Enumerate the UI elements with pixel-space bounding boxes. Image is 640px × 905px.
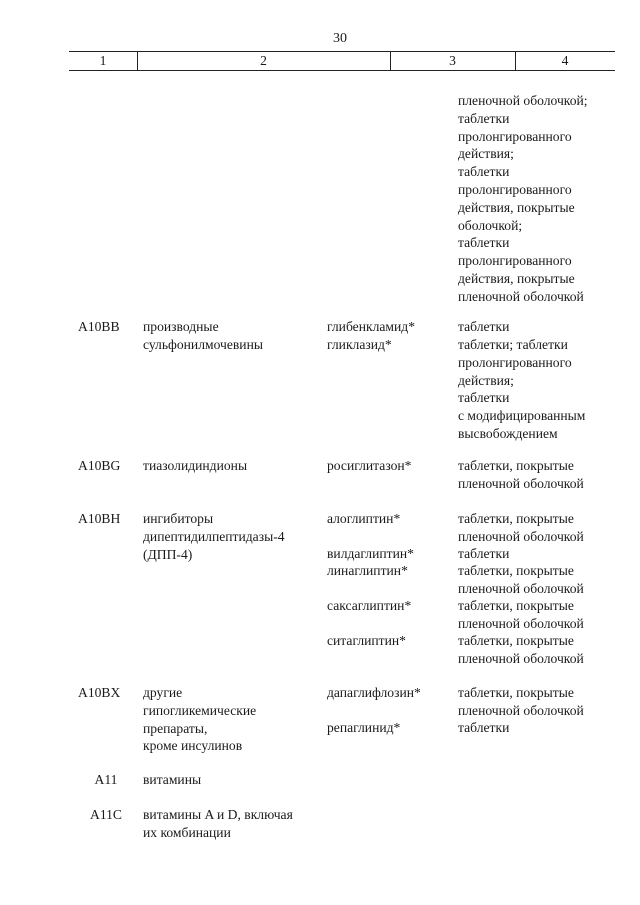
header-col-4: 4 <box>561 53 569 68</box>
drug-name: глибенкламид* <box>327 319 416 334</box>
drug-name: дапаглифлозин* <box>327 685 421 700</box>
header-col-3: 3 <box>390 52 516 70</box>
drug-name: вилдаглиптин* <box>327 546 414 561</box>
dosage-form: таблетки; таблетки пролонгированного действия; таблетки с модифицированным высвобождением <box>458 337 586 441</box>
dosage-form: таблетки, покрытые пленочной оболочкой <box>458 598 584 631</box>
drug-name: саксаглиптин* <box>327 598 412 613</box>
dosage-form: таблетки, покрытые пленочной оболочкой <box>458 633 584 666</box>
atc-group-name: тиазолидиндионы <box>143 458 248 473</box>
page-number: 30 <box>333 31 347 46</box>
dosage-form: таблетки <box>458 720 510 735</box>
dosage-form: таблетки <box>458 319 510 334</box>
atc-group-name: производные сульфонилмочевины <box>143 319 263 352</box>
atc-code: A11 <box>94 772 118 787</box>
header-col-1: 1 <box>69 52 138 70</box>
atc-group-name: другие гипогликемические препараты, кроме инсулинов <box>143 685 257 754</box>
atc-code: A10BB <box>78 319 120 334</box>
table-header <box>69 51 615 71</box>
atc-group-name: ингибиторы дипептидилпептидазы-4 (ДПП-4) <box>143 511 285 562</box>
drug-name: росиглитазон* <box>327 458 412 473</box>
dosage-form: таблетки, покрытые пленочной оболочкой <box>458 685 584 718</box>
atc-group-name: витамины <box>143 772 202 787</box>
drug-name: гликлазид* <box>327 337 392 352</box>
atc-group-name: витамины A и D, включая их комбинации <box>143 807 293 840</box>
header-col-2: 2 <box>137 52 391 70</box>
drug-name: ситаглиптин* <box>327 633 406 648</box>
dosage-form: таблетки <box>458 546 510 561</box>
atc-code: A10BG <box>78 458 121 473</box>
drug-name: репаглинид* <box>327 720 401 735</box>
continuation-dosage-form: пленочной оболочкой; таблетки пролонгированного действия; таблетки пролонгированного действия, покрытые оболочкой; таблетки пролонгированного действия, покрытые пленочной оболочкой <box>458 93 588 304</box>
drug-name: алоглиптин* <box>327 511 401 526</box>
dosage-form: таблетки, покрытые пленочной оболочкой <box>458 458 584 491</box>
atc-code: A11C <box>90 807 122 822</box>
atc-code: A10BX <box>78 685 121 700</box>
atc-code: A10BH <box>78 511 121 526</box>
dosage-form: таблетки, покрытые пленочной оболочкой <box>458 563 584 596</box>
dosage-form: таблетки, покрытые пленочной оболочкой <box>458 511 584 544</box>
drug-name: линаглиптин* <box>327 563 408 578</box>
